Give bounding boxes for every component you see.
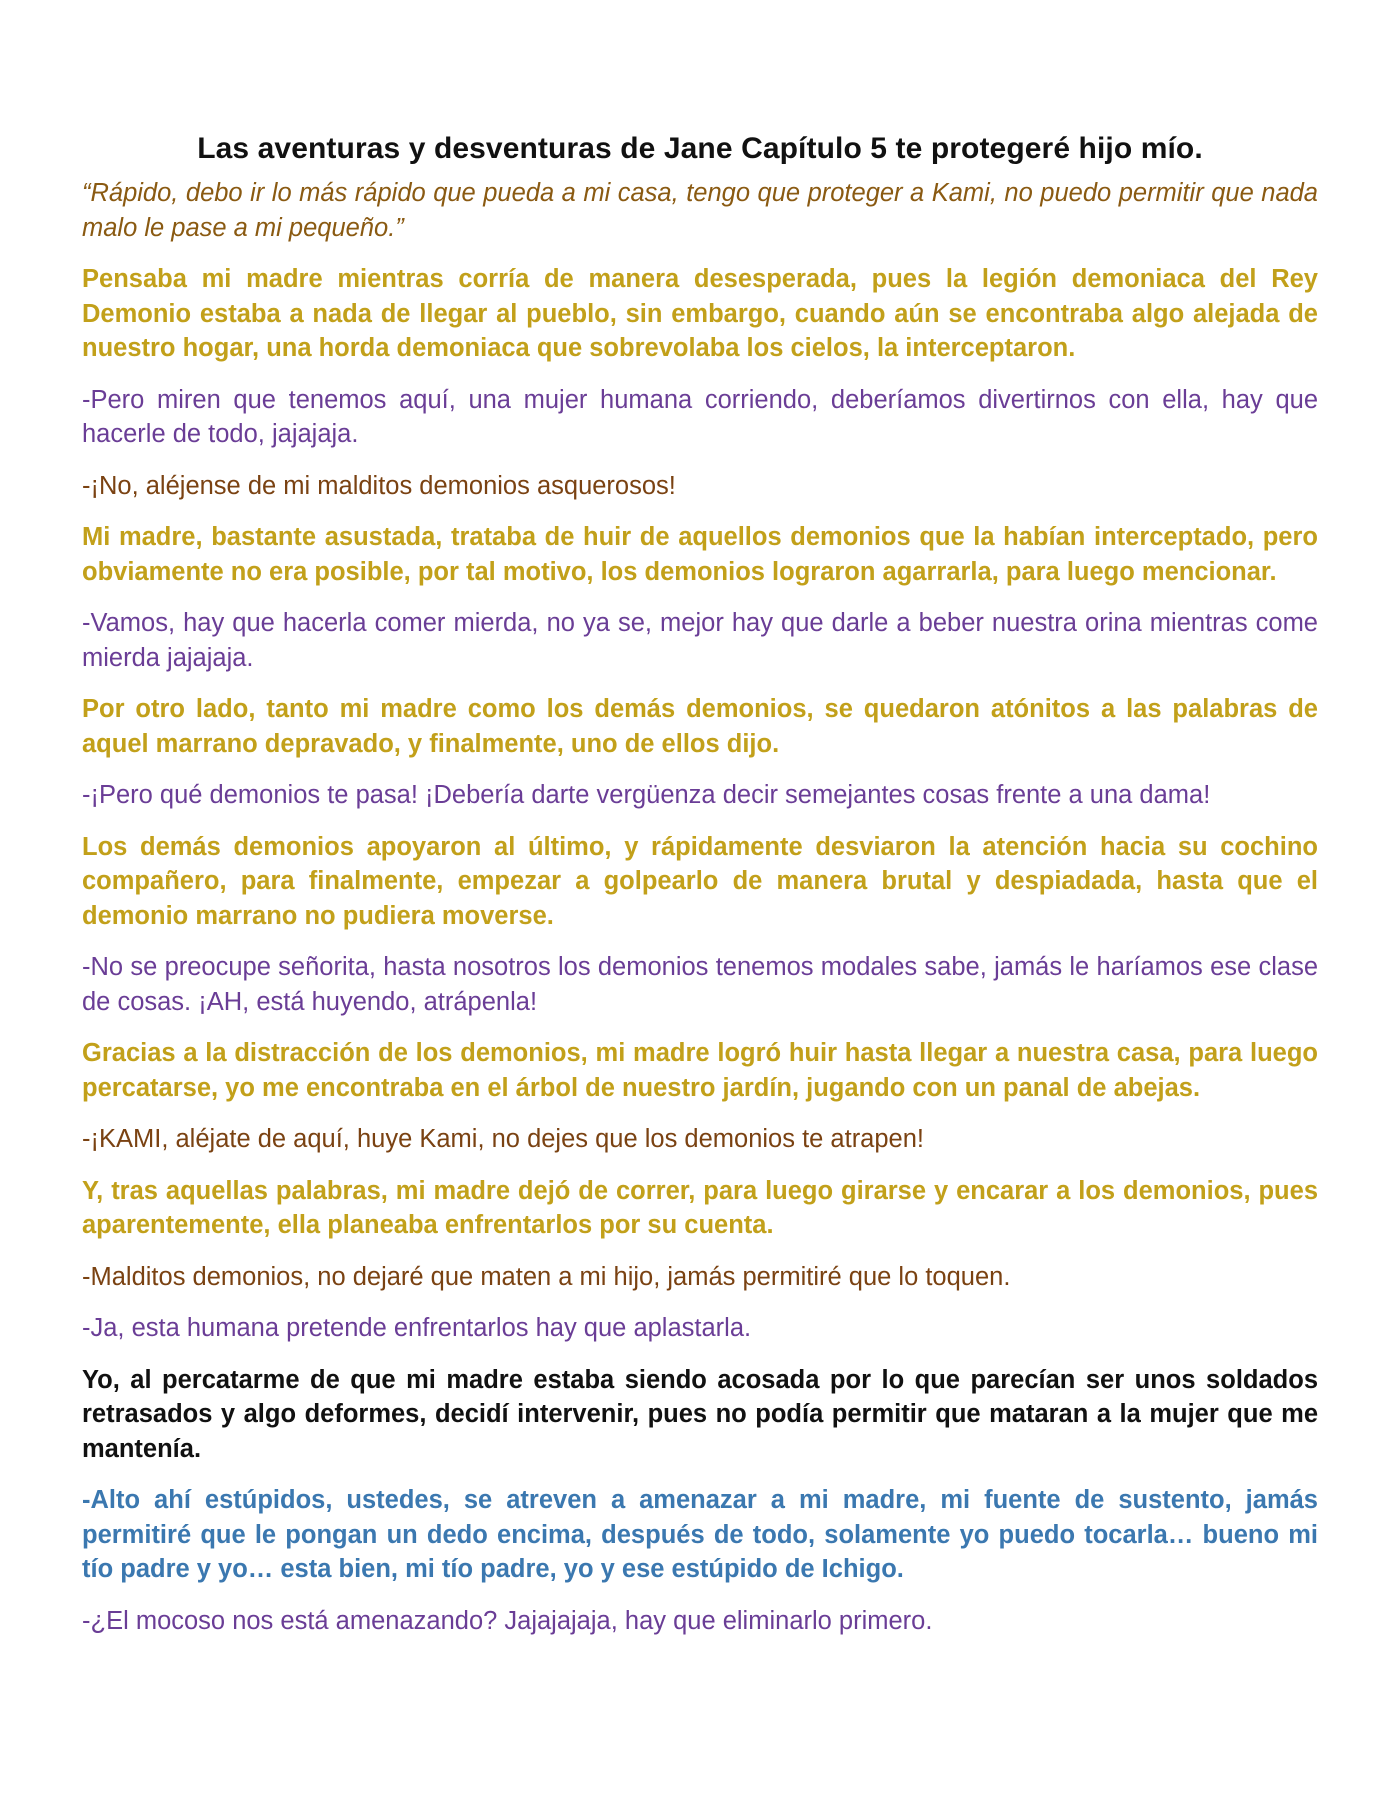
story-body [82,176,1318,1638]
kami-dialogue-paragraph: -Alto ahí estúpidos, ustedes, se atreven a amenazar a mi madre, mi fuente de sustento, jamás permitiré que le pongan un dedo encima, después de todo, solamente yo puedo tocarla… bueno mi tío padre y yo… esta bien, mi tío padre, yo y ese estúpido de Ichigo. [82,1486,1318,1583]
mother-dialogue-paragraph: -¡KAMI, aléjate de aquí, huye Kami, no dejes que los demonios te atrapen! [82,1125,924,1153]
narration-paragraph: Pensaba mi madre mientras corría de manera desesperada, pues la legión demoniaca del Rey Demonio estaba a nada de llegar al pueblo, sin embargo, cuando aún se encontraba algo alejada de nuestro hogar, una horda demoniaca que sobrevolaba los cielos, la interceptaron. [82,265,1318,362]
demon-dialogue-paragraph: -Ja, esta humana pretende enfrentarlos hay que aplastarla. [82,1314,752,1342]
narration-paragraph: Gracias a la distracción de los demonios, mi madre logró huir hasta llegar a nuestra casa, para luego percatarse, yo me encontraba en el árbol de nuestro jardín, jugando con un panal de abejas. [82,1039,1318,1102]
demon-dialogue-paragraph: -¡Pero qué demonios te pasa! ¡Debería darte vergüenza decir semejantes cosas frente a una dama! [82,781,1211,809]
demon-dialogue-paragraph: -Vamos, hay que hacerla comer mierda, no ya se, mejor hay que darle a beber nuestra orina mientras come mierda jajajaja. [82,609,1318,672]
mother-dialogue-paragraph: -¡No, aléjense de mi malditos demonios asquerosos! [82,471,676,500]
narration-paragraph: Por otro lado, tanto mi madre como los demás demonios, se quedaron atónitos a las palabras de aquel marrano depravado, y finalmente, uno de ellos dijo. [82,695,1318,758]
narration-paragraph: Mi madre, bastante asustada, trataba de huir de aquellos demonios que la habían interceptado, pero obviamente no era posible, por tal motivo, los demonios lograron agarrarla, para luego mencionar. [82,523,1318,586]
demon-dialogue-paragraph: -No se preocupe señorita, hasta nosotros los demonios tenemos modales sabe, jamás le haríamos ese clase de cosas. ¡AH, está huyendo, atrápenla! [82,953,1318,1016]
demon-dialogue-paragraph: -¿El mocoso nos está amenazando? Jajajajaja, hay que eliminarlo primero. [82,1606,933,1635]
narration-paragraph: Y, tras aquellas palabras, mi madre dejó de correr, para luego girarse y encarar a los demonios, pues aparentemente, ella planeaba enfrentarlos por su cuenta. [82,1176,1318,1239]
chapter-title: Las aventuras y desventuras de Jane Capítulo 5 te protegeré hijo mío. [197,132,1203,165]
narration-paragraph: Los demás demonios apoyaron al último, y rápidamente desviaron la atención hacia su cochino compañero, para finalmente, empezar a golpearlo de manera brutal y despiadada, hasta que el demonio marrano no pudiera moverse. [82,832,1318,930]
kami-narration-paragraph: Yo, al percatarme de que mi madre estaba siendo acosada por lo que parecían ser unos soldados retrasados y algo deformes, decidí intervenir, pues no podía permitir que mataran a la mujer que me mantenía. [82,1365,1318,1463]
mother-dialogue-paragraph: -Malditos demonios, no dejaré que maten a mi hijo, jamás permitiré que lo toquen. [82,1262,1011,1291]
document-page [82,130,1318,1655]
demon-dialogue-paragraph: -Pero miren que tenemos aquí, una mujer humana corriendo, deberíamos divertirnos con ella, hay que hacerle de todo, jajajaja. [82,385,1318,448]
inner-thought-paragraph: “Rápido, debo ir lo más rápido que pueda a mi casa, tengo que proteger a Kami, no puedo permitir que nada malo le pase a mi pequeño.” [82,179,1318,242]
